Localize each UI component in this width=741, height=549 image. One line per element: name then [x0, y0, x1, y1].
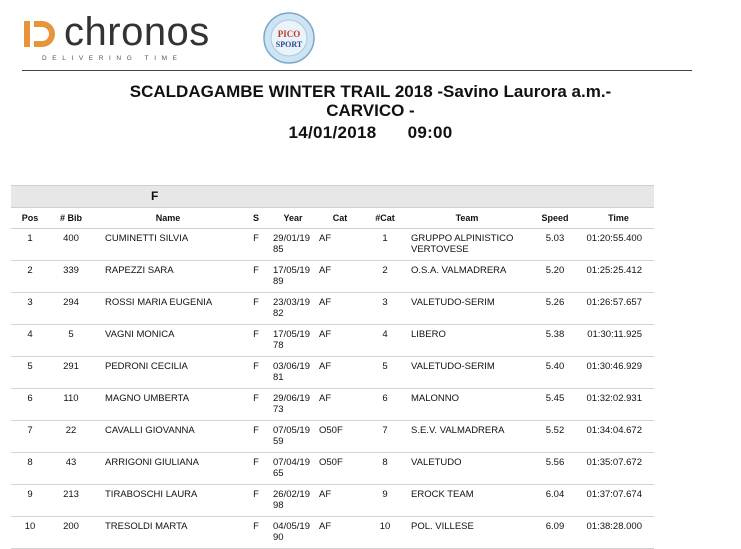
- cell-pos: 10: [11, 517, 49, 549]
- cell-ncat: 3: [363, 293, 407, 325]
- cell-year: 29/01/19 85: [269, 229, 317, 261]
- col-header-team: Team: [407, 208, 527, 229]
- chronos-logo: [22, 12, 232, 62]
- cell-bib: 43: [49, 453, 93, 485]
- cell-name: TIRABOSCHI LAURA: [93, 485, 243, 517]
- chronos-mark-icon: [22, 15, 58, 55]
- category-section-header: [11, 185, 654, 208]
- cell-speed: 5.52: [527, 421, 583, 453]
- cell-pos: 8: [11, 453, 49, 485]
- col-header-name: Name: [93, 208, 243, 229]
- cell-team: MALONNO: [407, 389, 527, 421]
- col-header-pos: Pos: [11, 208, 49, 229]
- cell-pos: 1: [11, 229, 49, 261]
- cell-speed: 5.56: [527, 453, 583, 485]
- cell-team: VALETUDO-SERIM: [407, 357, 527, 389]
- cell-name: VAGNI MONICA: [93, 325, 243, 357]
- cell-name: MAGNO UMBERTA: [93, 389, 243, 421]
- cell-speed: 5.26: [527, 293, 583, 325]
- cell-time: 01:38:28.000: [583, 517, 654, 549]
- cell-team: LIBERO: [407, 325, 527, 357]
- cell-sex: F: [243, 261, 269, 293]
- brand-tagline: DELIVERING TIME: [42, 55, 183, 62]
- col-header-time: Time: [583, 208, 654, 229]
- column-header-row: [11, 208, 654, 229]
- cell-time: 01:30:46.929: [583, 357, 654, 389]
- cell-time: 01:35:07.672: [583, 453, 654, 485]
- cell-name: TRESOLDI MARTA: [93, 517, 243, 549]
- table-row: [11, 389, 654, 421]
- cell-year: 29/06/19 73: [269, 389, 317, 421]
- cell-sex: F: [243, 357, 269, 389]
- cell-speed: 5.40: [527, 357, 583, 389]
- col-header-speed: Speed: [527, 208, 583, 229]
- col-header-bib: # Bib: [49, 208, 93, 229]
- cell-ncat: 10: [363, 517, 407, 549]
- cell-sex: F: [243, 229, 269, 261]
- cell-sex: F: [243, 453, 269, 485]
- results-rows: [11, 229, 654, 549]
- sponsor-badge-icon: [263, 12, 315, 64]
- table-row: [11, 485, 654, 517]
- cell-cat: O50F: [317, 421, 363, 453]
- results-table: [11, 185, 654, 543]
- sponsor-logo: [263, 12, 315, 64]
- cell-speed: 5.03: [527, 229, 583, 261]
- cell-team: VALETUDO: [407, 453, 527, 485]
- cell-time: 01:32:02.931: [583, 389, 654, 421]
- cell-year: 07/04/19 65: [269, 453, 317, 485]
- cell-ncat: 6: [363, 389, 407, 421]
- cell-team: S.E.V. VALMADRERA: [407, 421, 527, 453]
- cell-bib: 400: [49, 229, 93, 261]
- cell-pos: 3: [11, 293, 49, 325]
- cell-year: 17/05/19 78: [269, 325, 317, 357]
- cell-sex: F: [243, 421, 269, 453]
- col-header-ncat: #Cat: [363, 208, 407, 229]
- cell-year: 23/03/19 82: [269, 293, 317, 325]
- results-grid: [11, 208, 654, 549]
- cell-ncat: 7: [363, 421, 407, 453]
- cell-year: 03/06/19 81: [269, 357, 317, 389]
- cell-cat: AF: [317, 517, 363, 549]
- table-row: [11, 325, 654, 357]
- cell-speed: 6.09: [527, 517, 583, 549]
- cell-name: PEDRONI CECILIA: [93, 357, 243, 389]
- table-row: [11, 517, 654, 549]
- cell-sex: F: [243, 485, 269, 517]
- table-row: [11, 293, 654, 325]
- cell-time: 01:37:07.674: [583, 485, 654, 517]
- cell-team: VALETUDO-SERIM: [407, 293, 527, 325]
- cell-cat: O50F: [317, 453, 363, 485]
- cell-ncat: 2: [363, 261, 407, 293]
- cell-pos: 5: [11, 357, 49, 389]
- sponsor-line1: PICO: [277, 29, 301, 39]
- cell-sex: F: [243, 293, 269, 325]
- cell-team: EROCK TEAM: [407, 485, 527, 517]
- cell-name: CAVALLI GIOVANNA: [93, 421, 243, 453]
- cell-bib: 294: [49, 293, 93, 325]
- cell-cat: AF: [317, 389, 363, 421]
- cell-name: RAPEZZI SARA: [93, 261, 243, 293]
- category-section-label: F: [151, 189, 159, 203]
- cell-cat: AF: [317, 485, 363, 517]
- cell-year: 07/05/19 59: [269, 421, 317, 453]
- cell-pos: 4: [11, 325, 49, 357]
- event-time: 09:00: [407, 123, 453, 142]
- cell-time: 01:26:57.657: [583, 293, 654, 325]
- cell-team: O.S.A. VALMADRERA: [407, 261, 527, 293]
- cell-year: 26/02/19 98: [269, 485, 317, 517]
- cell-bib: 110: [49, 389, 93, 421]
- cell-bib: 200: [49, 517, 93, 549]
- table-row: [11, 357, 654, 389]
- cell-cat: AF: [317, 261, 363, 293]
- cell-cat: AF: [317, 293, 363, 325]
- cell-speed: 5.20: [527, 261, 583, 293]
- sponsor-line2: SPORT: [275, 40, 303, 49]
- cell-team: POL. VILLESE: [407, 517, 527, 549]
- event-date: 14/01/2018: [288, 123, 377, 142]
- brand-name: chronos: [64, 10, 210, 54]
- table-row: [11, 261, 654, 293]
- header-divider: [22, 70, 692, 71]
- cell-ncat: 5: [363, 357, 407, 389]
- event-datetime: [0, 123, 741, 143]
- cell-time: 01:34:04.672: [583, 421, 654, 453]
- cell-name: CUMINETTI SILVIA: [93, 229, 243, 261]
- cell-bib: 339: [49, 261, 93, 293]
- cell-speed: 5.45: [527, 389, 583, 421]
- col-header-sex: S: [243, 208, 269, 229]
- cell-sex: F: [243, 325, 269, 357]
- col-header-year: Year: [269, 208, 317, 229]
- cell-cat: AF: [317, 229, 363, 261]
- cell-ncat: 4: [363, 325, 407, 357]
- cell-sex: F: [243, 389, 269, 421]
- event-title-line1: SCALDAGAMBE WINTER TRAIL 2018 -Savino Laurora a.m.-: [129, 82, 612, 101]
- cell-bib: 5: [49, 325, 93, 357]
- cell-year: 04/05/19 90: [269, 517, 317, 549]
- cell-ncat: 8: [363, 453, 407, 485]
- event-title-line2: CARVICO -: [326, 101, 415, 120]
- cell-bib: 22: [49, 421, 93, 453]
- cell-bib: 291: [49, 357, 93, 389]
- cell-time: 01:30:11.925: [583, 325, 654, 357]
- cell-time: 01:25:25.412: [583, 261, 654, 293]
- table-row: [11, 421, 654, 453]
- cell-year: 17/05/19 89: [269, 261, 317, 293]
- table-row: [11, 229, 654, 261]
- cell-name: ROSSI MARIA EUGENIA: [93, 293, 243, 325]
- cell-name: ARRIGONI GIULIANA: [93, 453, 243, 485]
- cell-sex: F: [243, 517, 269, 549]
- cell-pos: 7: [11, 421, 49, 453]
- cell-bib: 213: [49, 485, 93, 517]
- cell-pos: 9: [11, 485, 49, 517]
- cell-speed: 5.38: [527, 325, 583, 357]
- cell-time: 01:20:55.400: [583, 229, 654, 261]
- cell-speed: 6.04: [527, 485, 583, 517]
- cell-ncat: 9: [363, 485, 407, 517]
- cell-pos: 6: [11, 389, 49, 421]
- table-row: [11, 453, 654, 485]
- cell-cat: AF: [317, 325, 363, 357]
- col-header-cat: Cat: [317, 208, 363, 229]
- cell-ncat: 1: [363, 229, 407, 261]
- cell-pos: 2: [11, 261, 49, 293]
- cell-cat: AF: [317, 357, 363, 389]
- cell-team: GRUPPO ALPINISTICO VERTOVESE: [407, 229, 527, 261]
